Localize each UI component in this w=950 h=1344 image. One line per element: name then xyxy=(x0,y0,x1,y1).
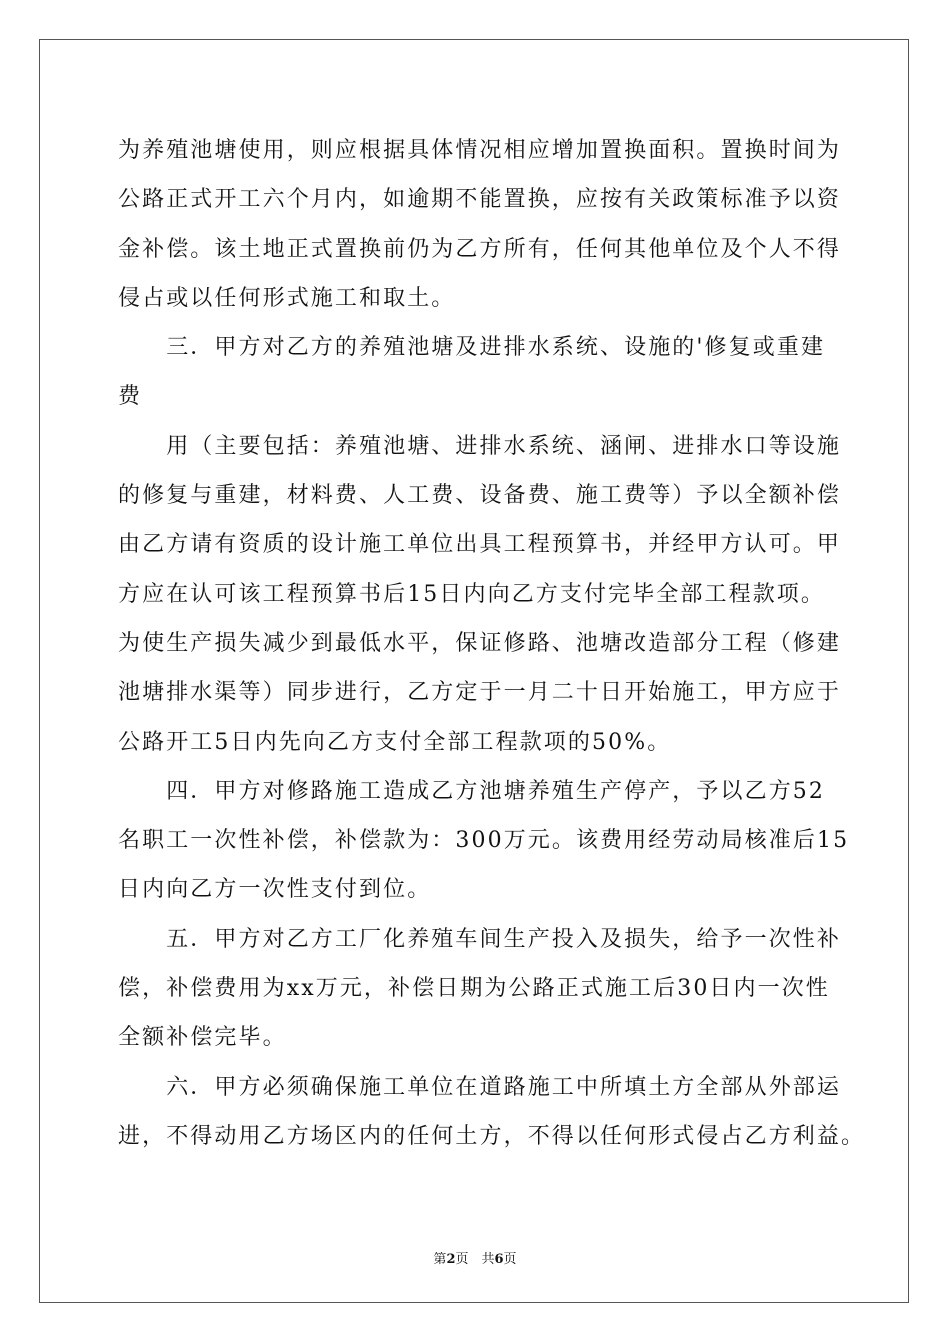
text-line: 为养殖池塘使用，则应根据具体情况相应增加置换面积。置换时间为 xyxy=(118,138,842,163)
text-line: 用（主要包括：养殖池塘、进排水系统、涵闸、进排水口等设施 xyxy=(118,433,842,459)
text-line: 方应在认可该工程预算书后15日内向乙方支付完毕全部工程款项。 xyxy=(118,581,825,607)
document-body xyxy=(118,126,866,1161)
text-line: 五．甲方对乙方工厂化养殖车间生产投入及损失，给予一次性补 xyxy=(118,926,842,952)
text-line: 全额补偿完毕。 xyxy=(118,1025,287,1051)
text-line: 由乙方请有资质的设计施工单位出具工程预算书，并经甲方认可。甲 xyxy=(118,532,842,558)
text-line: 的修复与重建，材料费、人工费、设备费、施工费等）予以全额补偿 xyxy=(118,483,842,509)
text-line: 公路正式开工六个月内，如逾期不能置换，应按有关政策标准予以资 xyxy=(118,187,842,213)
page-footer xyxy=(0,1248,950,1267)
text-line: 三．甲方对乙方的养殖池塘及进排水系统、设施的'修复或重建 xyxy=(118,335,826,361)
text-line: 为使生产损失减少到最低水平，保证修路、池塘改造部分工程（修建 xyxy=(118,630,842,656)
text-line: 费 xyxy=(118,384,143,410)
text-line: 金补偿。该土地正式置换前仍为乙方所有，任何其他单位及个人不得 xyxy=(118,236,842,262)
footer-mid: 页 共 xyxy=(455,1252,495,1267)
text-line: 公路开工5日内先向乙方支付全部工程款项的50%。 xyxy=(118,729,672,755)
text-line: 池塘排水渠等）同步进行，乙方定于一月二十日开始施工，甲方应于 xyxy=(118,680,842,706)
text-line: 侵占或以任何形式施工和取土。 xyxy=(118,285,456,311)
current-page-number: 2 xyxy=(446,1252,456,1267)
text-line: 日内向乙方一次性支付到位。 xyxy=(118,877,432,903)
footer-suffix: 页 xyxy=(503,1252,517,1267)
text-line: 偿，补偿费用为xx万元，补偿日期为公路正式施工后30日内一次性 xyxy=(118,976,830,1002)
text-line: 名职工一次性补偿，补偿款为：300万元。该费用经劳动局核准后15 xyxy=(118,828,850,854)
footer-prefix: 第 xyxy=(433,1252,447,1267)
text-line: 四．甲方对修路施工造成乙方池塘养殖生产停产，予以乙方52 xyxy=(118,778,825,804)
total-page-count: 6 xyxy=(494,1252,504,1267)
text-line: 进，不得动用乙方场区内的任何土方，不得以任何形式侵占乙方利益。 xyxy=(118,1123,866,1149)
text-line: 六．甲方必须确保施工单位在道路施工中所填土方全部从外部运 xyxy=(118,1074,842,1100)
